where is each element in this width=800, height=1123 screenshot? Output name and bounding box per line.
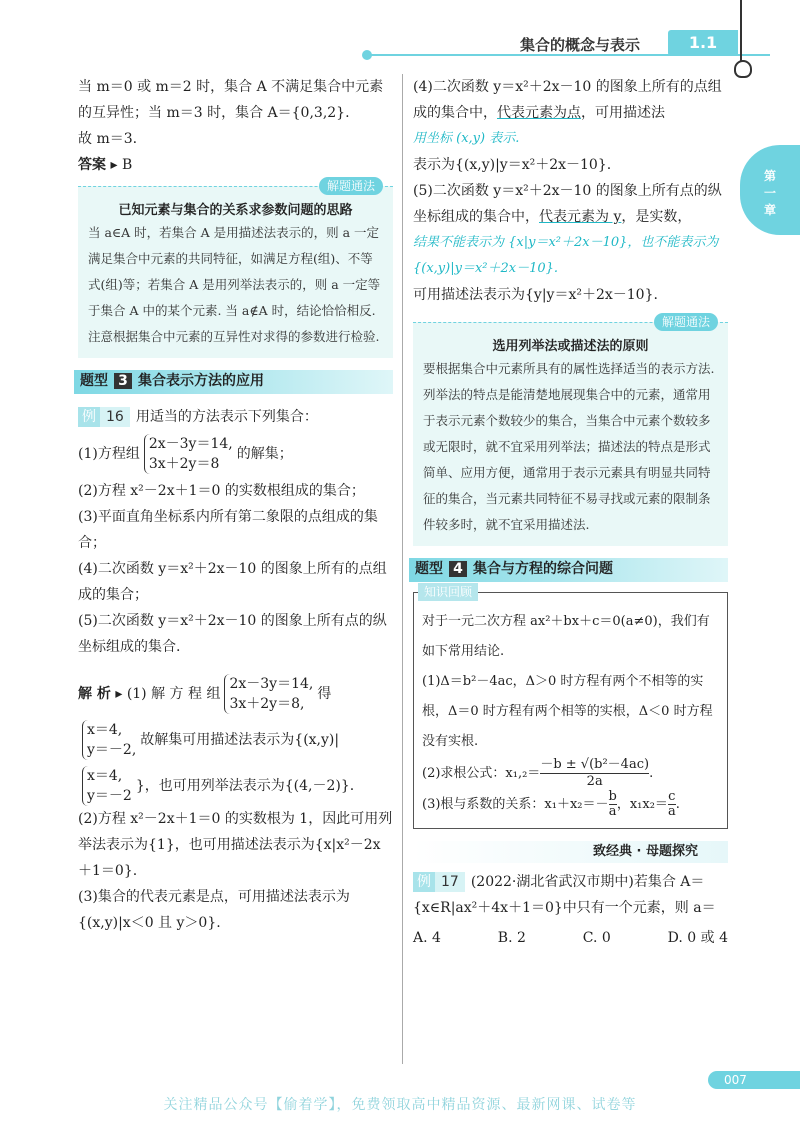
method-body: 要根据集合中元素所具有的属性选择适当的表示方法. 列举法的特点是能清楚地展现集合中的元素，通常用于表示元素个数较少的集合，当集合中元素个数较多或无限时，就不宜采用列举法；描述法的特点是形式简单、应用方便，通常用于表示元素具有明显共同特征的集合，当元素共同特征不易寻找或元素的限制条件较多时，就不宜采用描述法.	[423, 361, 715, 532]
solution-2: (2)方程 x²－2x＋1＝0 的实数根为 1，因此可用列举法表示为{1}，也可用描述法表示为{x|x²－2x＋1＝0}.	[78, 811, 393, 879]
method-box	[413, 315, 728, 546]
solution-4-end: 表示为{(x,y)|y＝x²＋2x－10}.	[413, 157, 612, 173]
paragraph: 故 m＝3.	[78, 131, 138, 147]
method-body: 注意根据集合中元素的互异性对求得的参数进行检验.	[88, 329, 380, 344]
section-number: 1.1	[668, 30, 738, 56]
option-d: D. 0 或 4	[667, 930, 728, 946]
question-2: (2)方程 x²－2x＋1＝0 的实数根组成的集合；	[78, 483, 365, 499]
handwritten-note: 用坐标 (x,y) 表示.	[413, 131, 520, 146]
section-heading: 题型 4 集合与方程的综合问题	[409, 558, 728, 582]
footer-watermark: 关注精品公众号【偷着学】，免费领取高中精品资源、最新网课、试卷等	[163, 1097, 637, 1113]
right-column	[413, 74, 728, 951]
example-17: 例 17 (2022·湖北省武汉市期中)若集合 A＝{x∈R|ax²＋4x＋1＝0}中只有一个元素，则 a＝	[413, 874, 716, 916]
section-heading: 题型 3 集合表示方法的应用	[74, 370, 393, 394]
answer-line: 答案 ▸ B	[78, 157, 133, 173]
column-divider	[402, 74, 403, 1064]
page-header-title: 集合的概念与表示	[520, 36, 641, 54]
solution-5-end: 可用描述法表示为{y|y＝x²＋2x－10}.	[413, 287, 658, 303]
question-5: (5)二次函数 y＝x²＋2x－10 的图象上所有点的纵坐标组成的集合.	[78, 613, 387, 655]
header-dot	[362, 50, 372, 60]
paragraph: 当 m＝0 或 m＝2 时，集合 A 不满足集合中元素的互异性；当 m＝3 时，集合 A＝{0,3,2}.	[78, 79, 384, 121]
handwritten-note: 结果不能表示为 {x|y＝x²＋2x－10}，也不能表示为 {(x,y)|y＝x²＋2x－10}.	[413, 235, 719, 276]
exam-banner: 致经典 · 母题探究	[413, 841, 728, 863]
question-3: (3)平面直角坐标系内所有第二象限的点组成的集合；	[78, 509, 378, 551]
method-title: 已知元素与集合的关系求参数问题的思路	[118, 203, 353, 218]
method-tag: 解题通法	[319, 177, 383, 195]
solution-3: (3)集合的代表元素是点，可用描述法表示为{(x,y)|x＜0 且 y＞0}.	[78, 889, 350, 931]
solution-4: (4)二次函数 y＝x²＋2x－10 的图象上所有的点组成的集合中，代表元素为点，可用描述法	[413, 79, 722, 121]
method-tag: 解题通法	[654, 313, 718, 331]
option-c: C. 0	[582, 930, 611, 946]
solution-1c: x＝4, y＝－2}，也可用列举法表示为{(4,－2)}.	[78, 766, 393, 806]
solution-1: 解 析 ▸ (1) 解 方 程 组2x－3y＝14, 3x＋2y＝8,得	[78, 676, 332, 712]
question-1: (1)方程组2x－3y＝14, 3x＋2y＝8的解集；	[78, 436, 293, 472]
solution-5: (5)二次函数 y＝x²＋2x－10 的图象上所有点的纵坐标组成的集合中，代表元素为 y，是实数，	[413, 183, 722, 225]
answer-options	[413, 925, 728, 951]
left-column	[78, 74, 393, 936]
method-box	[78, 179, 393, 358]
lamp-wire	[740, 0, 742, 62]
question-4: (4)二次函数 y＝x²＋2x－10 的图象上所有的点组成的集合；	[78, 561, 387, 603]
lightbulb-icon	[734, 60, 752, 78]
option-a: A. 4	[413, 930, 441, 946]
chapter-side-tab: 第 一 章	[740, 145, 800, 235]
method-title: 选用列举法或描述法的原则	[492, 339, 649, 354]
knowledge-tag: 知识回顾	[418, 583, 478, 601]
option-b: B. 2	[497, 930, 526, 946]
example-stem: 例 16 用适当的方法表示下列集合：	[78, 404, 393, 430]
page-number: 007	[708, 1071, 800, 1089]
solution-1b: x＝4, y＝－2,故解集可用描述法表示为{(x,y)|	[78, 720, 393, 760]
method-body: 当 a∈A 时，若集合 A 是用描述法表示的，则 a 一定满足集合中元素的共同特征，如满足方程(组)、不等式(组)等；若集合 A 是用列举法表示的，则 a 一定等于集合 A 中的某个元素. 当 a∉A 时，结论恰恰相反.	[88, 225, 381, 318]
knowledge-review-box: 知识回顾 对于一元二次方程 ax²＋bx＋c＝0(a≠0)，我们有如下常用结论. (1)Δ＝b²－4ac，Δ＞0 时方程有两个不相等的实根，Δ＝0 时方程有两个相等的实根，Δ＜0 时方程没有实根. (2)求根公式：x₁,₂＝ $\frac{\text{－b ± √(b²－4ac)}}{2a}$ . (3)根与系数的关系：x₁＋x₂＝－ $\frac{b}{a}$ ，x₁x₂＝ $\frac{c}{a}$ .	[413, 592, 728, 829]
